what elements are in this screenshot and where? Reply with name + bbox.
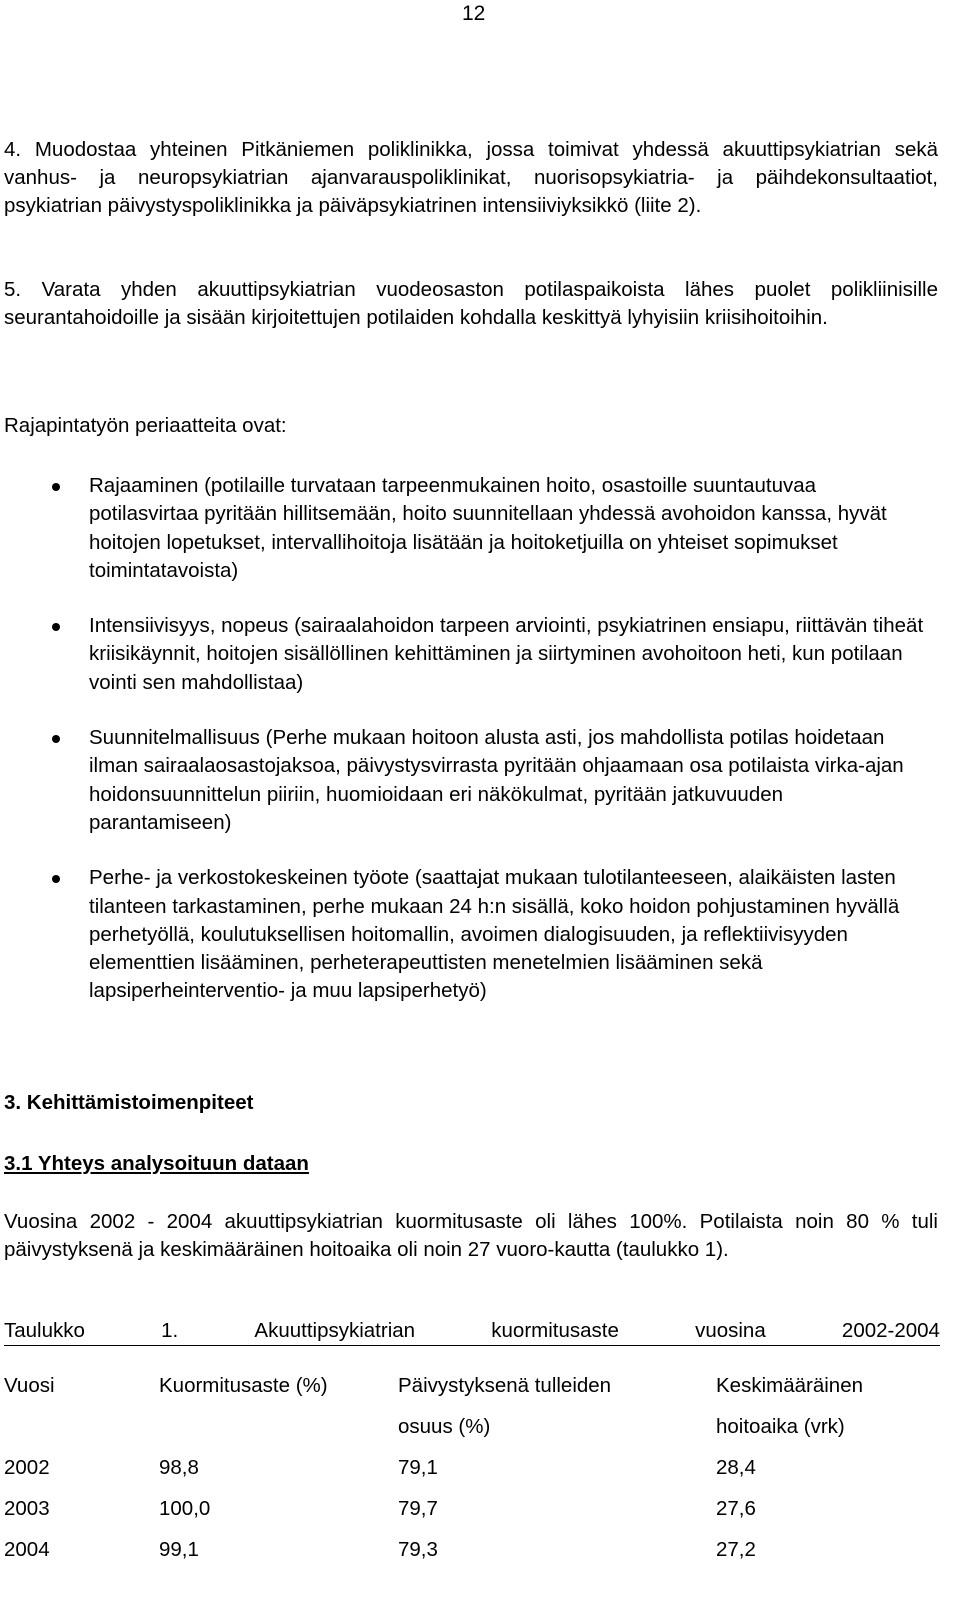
caption-word: kuormitusaste [491, 1319, 619, 1342]
caption-word: Taulukko [4, 1319, 85, 1342]
list-item [0, 864, 925, 1005]
list-item-text: Rajaaminen (potilaille turvataan tarpeenmukainen hoito, osastoille suuntautuvaa potilasvirtaa pyritään hillitsemään, hoito suunnitellaan yhdessä avohoidon kanssa, hyvät hoitojen lopetukset, intervallihoitoja lisätään ja hoitoketjuilla on yhteiset sopimukset toimintatavoista) [89, 474, 887, 582]
table-cell: 27,6 [716, 1497, 756, 1520]
bullet-icon [52, 623, 60, 631]
body-paragraph: Vuosina 2002 - 2004 akuuttipsykiatrian kuormitusaste oli lähes 100%. Potilaista noin 80 % tuli päivystyksenä ja keskimääräinen hoitoaika oli noin 27 vuoro-kautta (taulukko 1). [4, 1210, 938, 1261]
table-cell: 27,2 [716, 1538, 756, 1561]
table-cell: 2003 [4, 1497, 50, 1520]
principles-intro: Rajapintatyön periaatteita ovat: [4, 414, 287, 437]
bullet-icon [52, 875, 60, 883]
header-cell: Päivystyksenä tulleiden [398, 1374, 612, 1397]
principles-list [0, 472, 940, 1033]
table-cell: 79,7 [398, 1497, 438, 1520]
table-header-row [4, 1415, 936, 1456]
table-cell: 98,8 [159, 1456, 199, 1479]
list-item-5: 5. Varata yhden akuuttipsykiatrian vuodeosaston potilaspaikoista lähes puolet polikliinisille seurantahoidoille ja sisään kirjoitettujen potilaiden kohdalla keskittyä lyhyisiin kriisihoitoihin. [4, 278, 938, 329]
header-cell [159, 1415, 398, 1456]
subsection-heading: 3.1 Yhteys analysoituun dataan [4, 1152, 309, 1175]
table-cell: 2004 [4, 1538, 50, 1561]
list-item-text: Perhe- ja verkostokeskeinen työote (saattajat mukaan tulotilanteeseen, alaikäisten lasten tilanteen tarkastaminen, perhe mukaan 24 h:n sisällä, koko hoidon pohjustaminen hyvällä perhetyöllä, koulutuksellisen hoitomallin, avoimen dialogisuuden, ja reflektiivisyyden elementtien lisääminen, perheterapeuttisten menetelmien lisääminen sekä lapsiperheinterventio- ja muu lapsiperhetyö) [89, 866, 900, 1003]
list-item [0, 612, 925, 697]
data-table [4, 1374, 936, 1579]
section-heading: 3. Kehittämistoimenpiteet [4, 1091, 254, 1114]
caption-word: 1. [161, 1319, 179, 1342]
caption-word: vuosina [695, 1319, 766, 1342]
list-item-text: Intensiivisyys, nopeus (sairaalahoidon tarpeen arviointi, psykiatrinen ensiapu, riittävän tiheät kriisikäynnit, hoitojen sisällöllinen kehittäminen ja siirtyminen avohoitoon heti, kun potilaan vointi sen mahdollistaa) [89, 614, 924, 694]
header-cell: Keskimääräinen [716, 1374, 863, 1397]
table-cell: 2002 [4, 1456, 50, 1479]
list-item-4: 4. Muodostaa yhteinen Pitkäniemen poliklinikka, jossa toimivat yhdessä akuuttipsykiatrian sekä vanhus- ja neuropsykiatrian ajanvarauspoliklinikat, nuorisopsykiatria- ja päihdekonsultaatiot, psykiatrian päivystyspoliklinikka ja päiväpsykiatrinen intensiiviyksikkö (liite 2). [4, 138, 938, 217]
table-cell: 99,1 [159, 1538, 199, 1561]
table-caption [4, 1319, 940, 1346]
table-row [4, 1497, 936, 1538]
table-cell: 79,3 [398, 1538, 438, 1561]
list-item-text: Suunnitelmallisuus (Perhe mukaan hoitoon alusta asti, jos mahdollista potilas hoidetaan ilman sairaalaosastojaksoa, päivystysvirrasta pyritään ohjaamaan osa potilaista virka-ajan hoidonsuunnittelun piiriin, huomioidaan eri näkökulmat, pyritään jatkuvuuden parantamiseen) [89, 726, 904, 834]
bullet-icon [52, 483, 60, 491]
table-row [4, 1456, 936, 1497]
table-header-row [4, 1374, 936, 1415]
header-cell [4, 1415, 159, 1456]
table-row [4, 1538, 936, 1579]
list-item [0, 724, 925, 837]
table-cell: 79,1 [398, 1456, 438, 1479]
header-cell: Vuosi [4, 1374, 55, 1397]
header-cell: Kuormitusaste (%) [159, 1374, 328, 1397]
table-cell: 100,0 [159, 1497, 211, 1520]
caption-word: 2002-2004 [841, 1319, 940, 1342]
bullet-icon [52, 735, 60, 743]
header-cell: osuus (%) [398, 1415, 491, 1438]
caption-word: Akuuttipsykiatrian [254, 1319, 416, 1342]
list-item [0, 472, 925, 585]
header-cell: hoitoaika (vrk) [716, 1415, 845, 1438]
page-number: 12 [462, 2, 486, 25]
table-cell: 28,4 [716, 1456, 756, 1479]
